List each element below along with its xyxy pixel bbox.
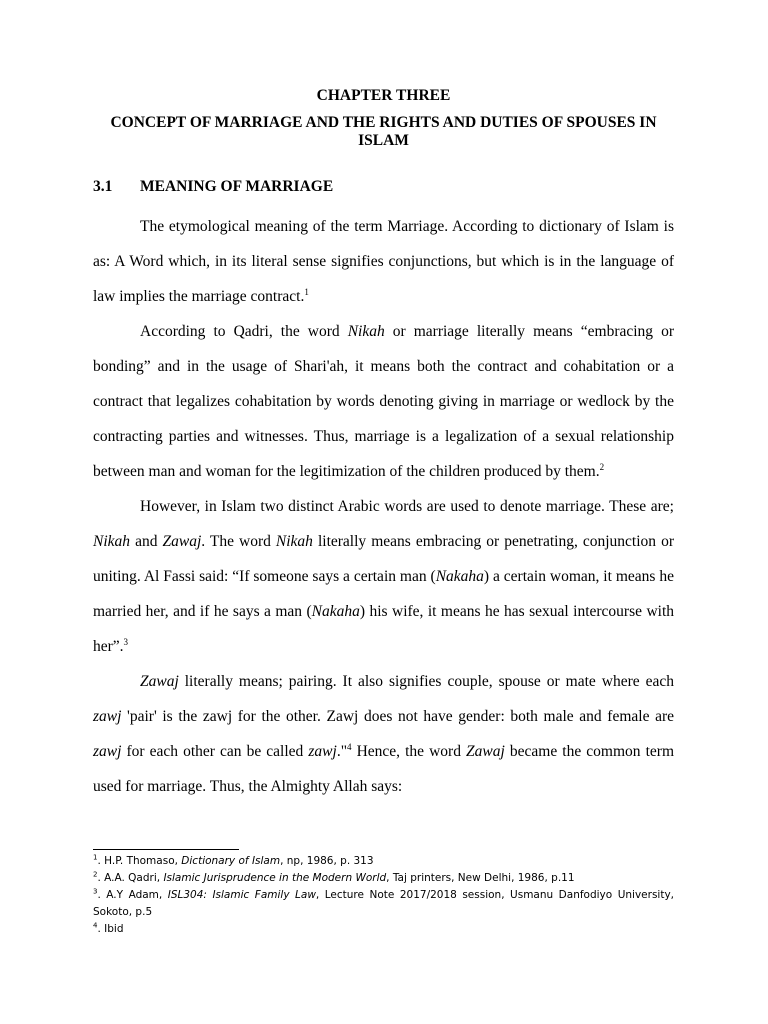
chapter-label: CHAPTER THREE bbox=[316, 87, 451, 104]
footnote-number: 2 bbox=[93, 870, 98, 879]
footnote bbox=[93, 921, 674, 938]
italic-term: zawj bbox=[93, 743, 122, 760]
text-run: . A.A. Qadri, bbox=[97, 872, 164, 884]
footnote bbox=[93, 870, 674, 887]
footnote bbox=[93, 853, 674, 870]
italic-term: Zawaj bbox=[162, 533, 202, 550]
text-run: According to Qadri, the word bbox=[140, 323, 348, 340]
paragraph bbox=[93, 664, 674, 804]
paragraph bbox=[93, 314, 674, 489]
section-number: 3.1 bbox=[93, 178, 113, 195]
italic-term: Nikah bbox=[347, 323, 385, 340]
section-heading bbox=[93, 177, 674, 197]
italic-term: Zawaj bbox=[466, 743, 505, 760]
chapter-title: CONCEPT OF MARRIAGE AND THE RIGHTS AND DUTIES OF SPOUSES IN ISLAM bbox=[110, 114, 657, 149]
text-run: and bbox=[130, 533, 163, 550]
paragraph bbox=[93, 489, 674, 664]
text-run: Hence, the word bbox=[351, 743, 467, 760]
text-run: ." bbox=[336, 743, 348, 760]
footnote bbox=[93, 887, 674, 921]
italic-term: Nakaha bbox=[435, 568, 484, 585]
text-run: , np, 1986, p. 313 bbox=[280, 855, 374, 867]
text-run: became the common term used for marriage. Thus, the Almighty Allah says: bbox=[93, 743, 674, 795]
text-run: The etymological meaning of the term Marriage. According to dictionary of Islam is as: A Word which, in its literal sense signifies conjunctions, but which is in the language of law implies the marriage contract. bbox=[93, 218, 674, 305]
italic-title: Dictionary of Islam bbox=[181, 855, 281, 867]
text-run: for each other can be called bbox=[121, 743, 309, 760]
footnote-number: 4 bbox=[93, 921, 98, 930]
italic-term: Zawaj bbox=[140, 673, 179, 690]
text-run: 'pair' is the zawj for the other. Zawj does not have gender: both male and female are bbox=[121, 708, 674, 725]
text-run: , Taj printers, New Delhi, 1986, p.11 bbox=[386, 872, 575, 884]
footnote-ref: 2 bbox=[599, 461, 605, 472]
text-run: or marriage literally means “embracing or bonding” and in the usage of Shari'ah, it means both the contract and cohabitation or a contract that legalizes cohabitation by words denoting giving in marriage or wedlock by the contracting parties and witnesses. Thus, marriage is a legalization of a sexual relationship between man and woman for the legitimization of the children produced by them. bbox=[93, 323, 675, 480]
text-run: . Ibid bbox=[97, 923, 124, 935]
italic-title: Islamic Jurisprudence in the Modern World bbox=[163, 872, 387, 884]
italic-term: Nakaha bbox=[311, 603, 360, 620]
footnote-ref: 3 bbox=[123, 636, 129, 647]
italic-term: Nikah bbox=[93, 533, 131, 550]
paragraph bbox=[93, 209, 674, 314]
footnote-ref: 1 bbox=[304, 286, 309, 297]
footnote-number: 3 bbox=[93, 887, 98, 896]
text-run: ) a certain woman, it means he married her, and if he says a man ( bbox=[93, 568, 674, 620]
text-run: However, in Islam two distinct Arabic words are used to denote marriage. These are; bbox=[140, 498, 674, 515]
text-run: , Lecture Note 2017/2018 session, Usmanu Danfodiyo University, Sokoto, p.5 bbox=[93, 889, 675, 918]
italic-term: zawj bbox=[93, 708, 122, 725]
text-run: literally means embracing or penetrating, conjunction or uniting. Al Fassi said: “If someone says a certain man ( bbox=[93, 533, 674, 585]
italic-title: ISL304: Islamic Family Law bbox=[167, 889, 316, 901]
italic-term: zawj bbox=[308, 743, 337, 760]
body-text bbox=[93, 209, 674, 804]
footnote-ref: 4 bbox=[347, 741, 352, 752]
italic-term: Nikah bbox=[275, 533, 313, 550]
text-run: literally means; pairing. It also signifies couple, spouse or mate where each bbox=[178, 673, 674, 690]
footnote-number: 1 bbox=[93, 853, 98, 862]
footnotes bbox=[93, 853, 674, 938]
text-run: ) his wife, it means he has sexual intercourse with her”. bbox=[93, 603, 674, 655]
section-title: MEANING OF MARRIAGE bbox=[140, 178, 334, 195]
footnote-separator bbox=[93, 849, 239, 850]
text-run: . H.P. Thomaso, bbox=[97, 855, 182, 867]
text-run: . The word bbox=[201, 533, 276, 550]
text-run: . A.Y Adam, bbox=[97, 889, 168, 901]
